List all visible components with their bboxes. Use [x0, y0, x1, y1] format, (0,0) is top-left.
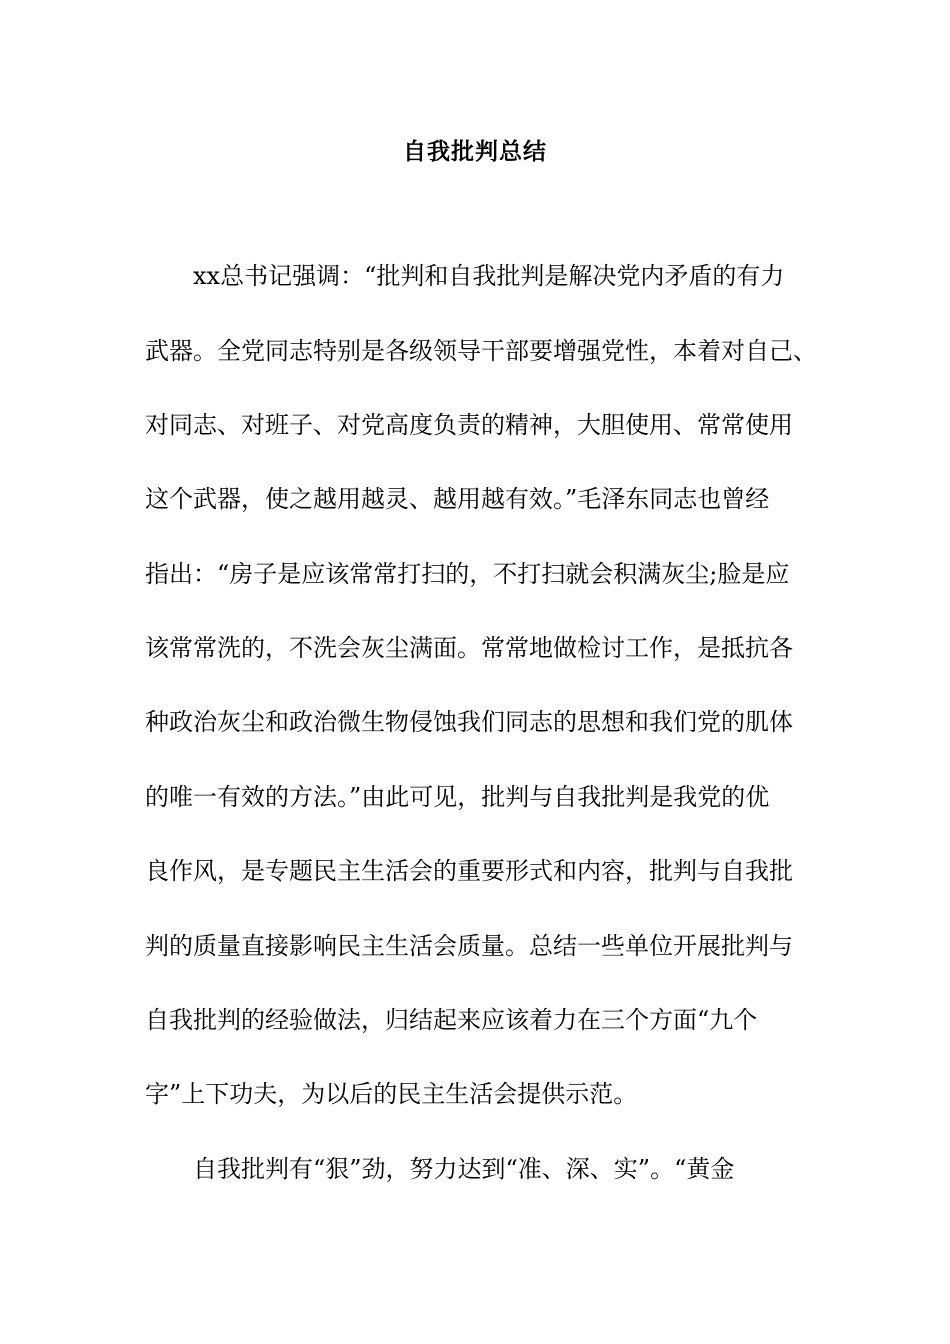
paragraph-line: 自我批判有“狠”劲，努力达到“准、深、实”。“黄金	[193, 1155, 735, 1183]
paragraph-line: 武器。全党同志特别是各级领导干部要增强党性，本着对自己、	[145, 337, 817, 365]
paragraph-line: 对同志、对班子、对党高度负责的精神，大胆使用、常常使用	[145, 411, 793, 439]
paragraph-line: 指出：“房子是应该常常打扫的，不打扫就会积满灰尘;脸是应	[145, 560, 790, 588]
paragraph-line: 种政治灰尘和政治微生物侵蚀我们同志的思想和我们党的肌体	[145, 708, 793, 736]
paragraph-line: 自我批判的经验做法，归结起来应该着力在三个方面“九个	[145, 1006, 758, 1034]
paragraph-line: 字”上下功夫，为以后的民主生活会提供示范。	[145, 1080, 638, 1108]
paragraph-line: 该常常洗的，不洗会灰尘满面。常常地做检讨工作，是抵抗各	[145, 634, 793, 662]
paragraph-line: 这个武器，使之越用越灵、越用越有效。”毛泽东同志也曾经	[145, 485, 770, 513]
paragraph-line: 良作风，是专题民主生活会的重要形式和内容，批判与自我批	[145, 857, 793, 885]
paragraph-line: xx总书记强调：“批判和自我批判是解决党内矛盾的有力	[193, 262, 785, 290]
paragraph-line: 的唯一有效的方法。”由此可见，批判与自我批判是我党的优	[145, 783, 770, 811]
paragraph-line: 判的质量直接影响民主生活会质量。总结一些单位开展批判与	[145, 932, 793, 960]
document-title: 自我批判总结	[403, 139, 547, 165]
